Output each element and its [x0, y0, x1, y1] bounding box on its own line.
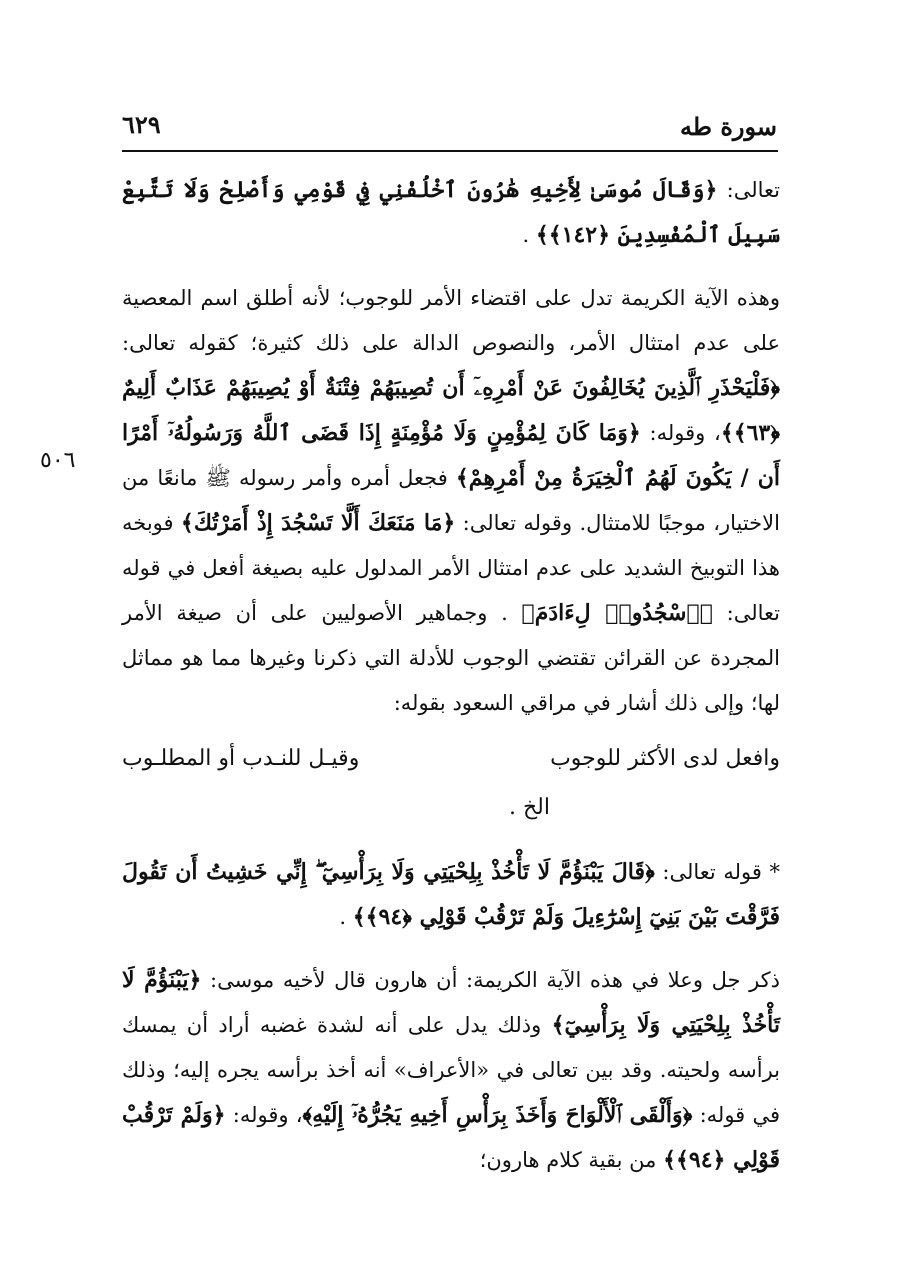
- quran-verse: ﴿يَبْنَؤُمَّ لَا تَأْخُذْ بِلِحْيَتِي وَلَا بِرَأْسِيٓ﴾: [122, 967, 780, 1038]
- poem-verse: [122, 726, 780, 784]
- spacer: [122, 832, 780, 850]
- quran-verse: ﴿مَا مَنَعَكَ أَلَّا تَسْجُدَ إِذْ أَمَرْتُكَ﴾: [180, 510, 456, 536]
- quran-verse: ﴿وَقَالَ مُوسَىٰ لِأَخِيهِ هَٰرُونَ ٱخْلُفْنِي فِي قَوْمِي وَأَصْلِحْ وَلَا تَتَّبِعْ سَبِيلَ ٱلْمُفْسِدِينَ ﴿١٤٢﴾﴾: [122, 177, 780, 248]
- text-run: تعالى:: [717, 178, 780, 202]
- text-run: . وجماهير الأصوليين على أن صيغة الأمر المجردة عن القرائن تقتضي الوجوب للأدلة التي ذكرنا وغيرها مما هو مماثل لها؛ وإلى ذلك أشار في مراقي السعود بقوله:: [122, 601, 780, 715]
- text-run: من بقية كلام هارون؛: [479, 1148, 664, 1172]
- quran-verse: ﴿وَأَلْقَى ٱلْأَلْوَاحَ وَأَخَذَ بِرَأْسِ أَخِيهِ يَجُرُّهُۥٓ إِلَيْهِ﴾: [302, 1102, 693, 1128]
- quran-verse: ﴿قَالَ يَبْنَؤُمَّ لَا تَأْخُذْ بِلِحْيَتِي وَلَا بِرَأْسِيٓ ۖ إِنِّي خَشِيتُ أَن تَقُولَ فَرَّقْتَ بَيْنَ بَنِيٓ إِسْرَٰٓءِيلَ وَلَمْ تَرْقُبْ قَوْلِي ﴿٩٤﴾﴾: [122, 859, 780, 930]
- text-run: فجعل أمره وأمر رسوله ﷺ مانعًا من الاختيار، موجبًا للامتثال. وقوله تعالى:: [122, 466, 780, 535]
- text-run: .: [522, 223, 536, 247]
- paragraph-1: [122, 168, 780, 258]
- poem-continuation: الخ .: [508, 795, 550, 820]
- paragraph-2: [122, 276, 780, 726]
- paragraph-4: [122, 958, 780, 1183]
- page-body: [122, 168, 780, 1183]
- header-rule: [122, 150, 778, 152]
- text-run: .: [339, 905, 353, 929]
- surah-title: سورة طه: [680, 112, 777, 141]
- text-run: وهذه الآية الكريمة تدل على اقتضاء الأمر للوجوب؛ لأنه أطلق اسم المعصية على عدم امتثال الأمر، والنصوص الدالة على ذلك كثيرة؛ كقوله تعالى:: [122, 286, 780, 355]
- poem-hemistich-1: وافعل لدى الأكثر للوجوب: [550, 746, 780, 771]
- text-run: * قوله تعالى:: [654, 860, 780, 884]
- quran-verse: ﴿وَمَا كَانَ لِمُؤْمِنٍ وَلَا مُؤْمِنَةٍ إِذَا قَضَى ٱللَّهُ وَرَسُولُهُۥٓ أَمْرًا أَن / يَكُونَ لَهُمُ ٱلْخِيَرَةُ مِنْ أَمْرِهِمْ﴾: [122, 420, 780, 491]
- quran-verse: ﴿وَلَمْ تَرْقُبْ قَوْلِي ﴿٩٤﴾﴾: [122, 1102, 780, 1173]
- margin-page-number: ٥٠٦: [40, 448, 76, 473]
- poem-hemistich-2: وقيـل للنـدب أو المطلـوب: [122, 746, 360, 771]
- spacer: [122, 940, 780, 958]
- quran-verse: ﴿فَلْيَحْذَرِ ٱلَّذِينَ يُخَالِفُونَ عَنْ أَمْرِهِۦٓ أَن تُصِيبَهُمْ فِتْنَةٌ أَوْ يُصِيبَهُمْ عَذَابٌ أَلِيمٌ ﴿٦٣﴾﴾: [122, 375, 780, 446]
- paragraph-3: [122, 850, 780, 940]
- text-run: وذلك يدل على أنه لشدة غضبه أراد أن يمسك برأسه ولحيته. وقد بين تعالى في «الأعراف» أنه أخذ برأسه يجره إليه؛ وذلك في قوله:: [122, 1013, 780, 1127]
- page-number: ٦٢٩: [122, 110, 161, 139]
- page-header: [122, 108, 777, 148]
- text-run: فوبخه هذا التوبيخ الشديد على عدم امتثال الأمر المدلول عليه بصيغة أفعل في قوله تعالى:: [122, 511, 780, 625]
- spacer: [122, 258, 780, 276]
- text-run: ، وقوله:: [640, 421, 721, 445]
- text-run: ، وقوله:: [225, 1103, 303, 1127]
- text-run: ذكر جل وعلا في هذه الآية الكريمة: أن هارون قال لأخيه موسى:: [201, 968, 781, 992]
- quran-verse: ﴿ٱسْجُدُوا۟ لِءَادَمَ﴾: [521, 600, 713, 626]
